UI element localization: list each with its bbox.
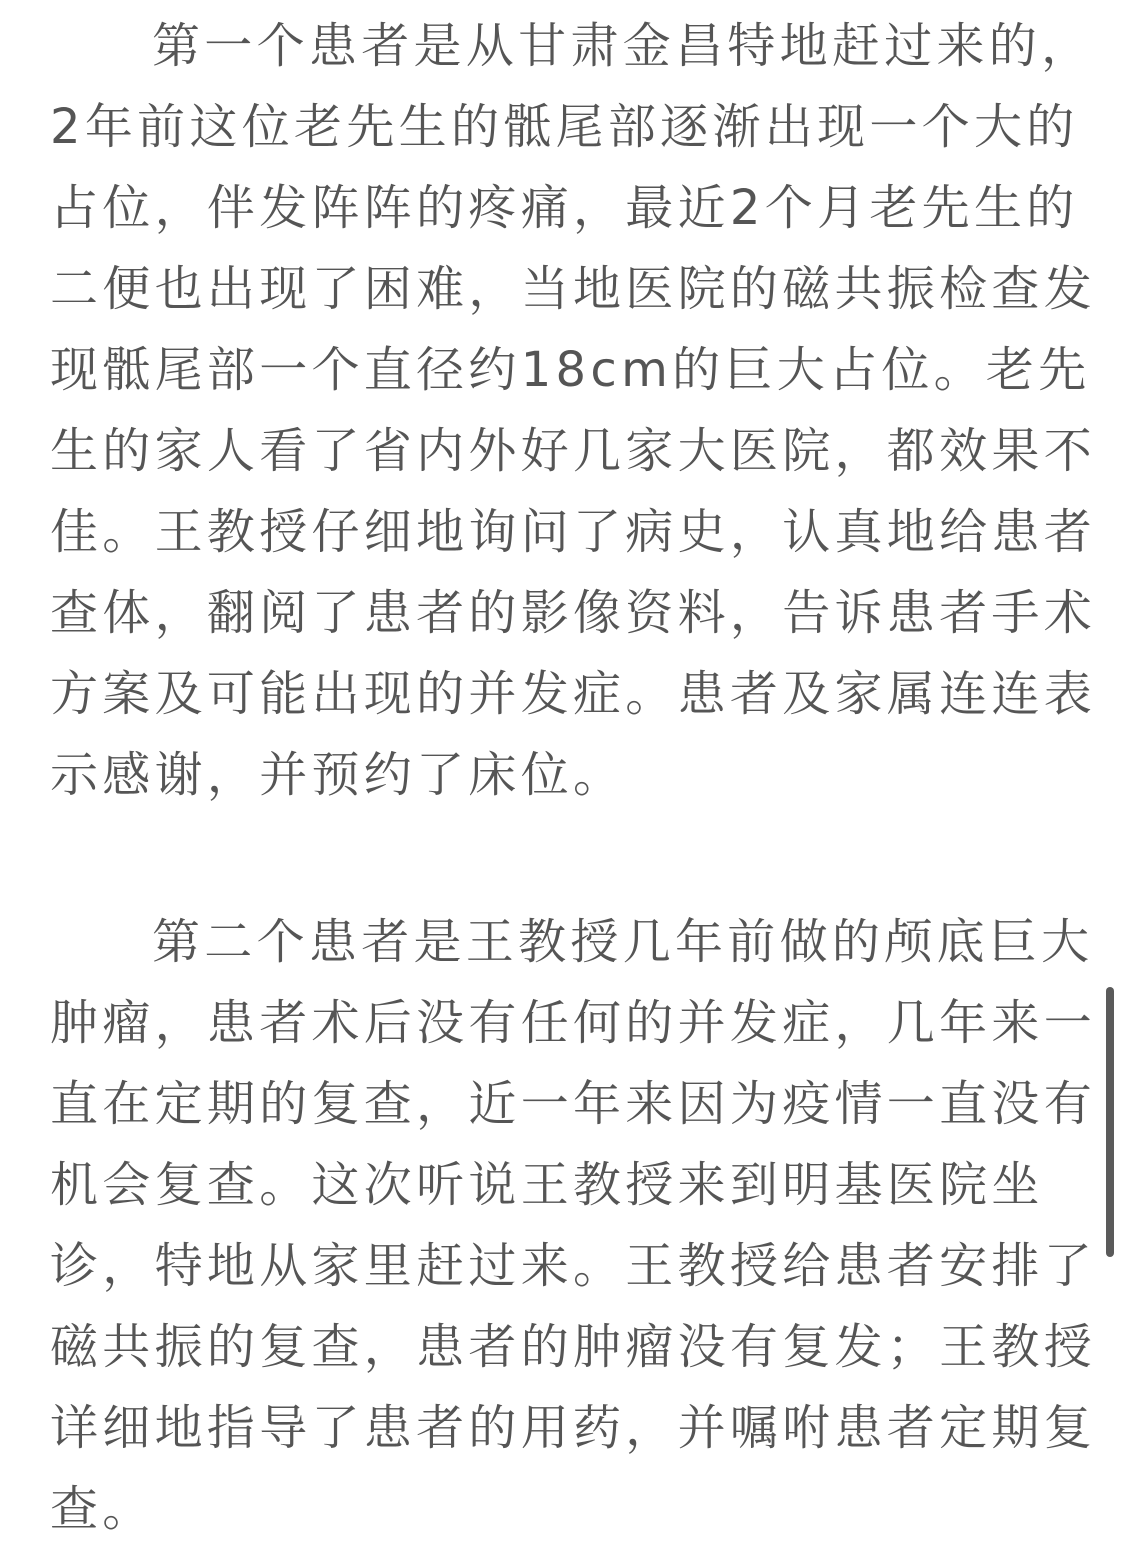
paragraph-line: 2年前这位老先生的骶尾部逐渐出现一个大的 (50, 99, 1079, 155)
paragraph-line: 第二个患者是王教授几年前做的颅底巨大 (152, 914, 1094, 970)
paragraph-line: 查体，翻阅了患者的影像资料，告诉患者手术 (50, 585, 1097, 641)
paragraph-line: 直在定期的复查，近一年来因为疫情一直没有 (50, 1076, 1097, 1132)
paragraph-line: 二便也出现了困难，当地医院的磁共振检查发 (50, 261, 1097, 317)
scrollbar-thumb[interactable] (1106, 987, 1114, 1257)
paragraph-line: 第一个患者是从甘肃金昌特地赶过来的， (152, 18, 1094, 74)
paragraph-line: 方案及可能出现的并发症。患者及家属连连表 (50, 666, 1097, 722)
paragraph-line: 占位，伴发阵阵的疼痛，最近2个月老先生的 (50, 180, 1079, 236)
vertical-scrollbar[interactable] (1106, 987, 1114, 1557)
paragraph-line: 诊，特地从家里赶过来。王教授给患者安排了 (50, 1238, 1097, 1294)
paragraph-line: 查。 (50, 1481, 155, 1537)
paragraph-line: 肿瘤，患者术后没有任何的并发症，几年来一 (50, 995, 1097, 1051)
paragraph-line: 详细地指导了患者的用药，并嘱咐患者定期复 (50, 1400, 1097, 1456)
paragraph-line: 生的家人看了省内外好几家大医院，都效果不 (50, 423, 1097, 479)
paragraph-line: 磁共振的复查，患者的肿瘤没有复发；王教授 (50, 1319, 1097, 1375)
paragraph-line: 现骶尾部一个直径约18cm的巨大占位。老先 (50, 342, 1091, 398)
paragraph-first-patient (50, 6, 1097, 816)
paragraph-line: 佳。王教授仔细地询问了病史，认真地给患者 (50, 504, 1097, 560)
paragraph-line: 示感谢，并预约了床位。 (50, 747, 626, 803)
paragraph-second-patient (50, 902, 1097, 1550)
paragraph-line: 机会复查。这次听说王教授来到明基医院坐 (50, 1157, 1044, 1213)
